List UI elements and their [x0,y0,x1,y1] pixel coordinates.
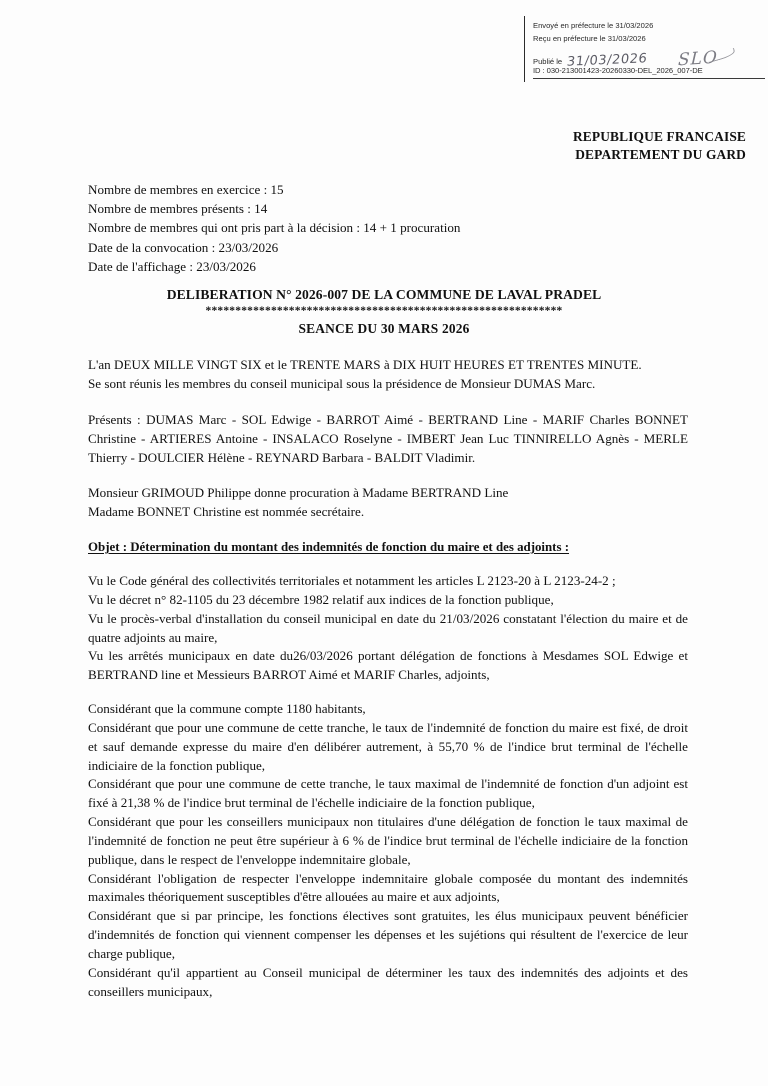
department-line: DEPARTEMENT DU GARD [575,146,746,162]
vu-item: Vu le procès-verbal d'installation du conseil municipal en date du 21/03/2026 constatant l'élection du maire et de quatre adjoints au maire, [88,610,688,645]
considerations-block [88,700,688,1002]
considerant-item: Considérant que pour une commune de cette tranche, le taux de l'indemnité de fonction du maire est fixé, de droit et sauf demande expresse du maire d'en délibérer autrement, à 55,70 % de l'indice brut terminal de l'échelle indiciaire de la fonction publique, [88,719,688,773]
stamp-received-line: Reçu en préfecture le 31/03/2026 [533,33,646,43]
considerant-item: Considérant que la commune compte 1180 habitants, [88,701,366,716]
stamp-document-id: ID : 030-213001423-20260330-DEL_2026_007-DE [533,65,765,80]
prefecture-stamp [524,16,767,82]
intro-opening: L'an DEUX MILLE VINGT SIX et le TRENTE MARS à DIX HUIT HEURES ET TRENTES MINUTE. [88,357,642,372]
considerant-item: Considérant que pour les conseillers municipaux non titulaires d'une délégation de fonction le taux maximal de l'indemnité de fonction ne peut être supérieur à 6 % de l'indice brut terminal de l'échelle indiciaire de la fonction publique, dans le respect de l'enveloppe indemnitaire globale, [88,814,688,867]
session-title: SEANCE DU 30 MARS 2026 [298,321,470,336]
vu-item: Vu le décret n° 82-1105 du 23 décembre 1982 relatif aux indices de la fonction publique, [88,591,554,607]
considerant-item: Considérant qu'il appartient au Conseil municipal de déterminer les taux des indemnités des adjoints et des conseillers municipaux, [88,964,688,999]
republic-line: REPUBLIQUE FRANCAISE [572,129,746,144]
title-separator: ************************************************************ [205,305,563,317]
handwritten-publish-date: 31/03/2026 [566,50,649,70]
vu-item: Vu le Code général des collectivités territoriales et notamment les articles L 2123-20 à L 2123-24-2 ; [88,573,616,588]
handwritten-signature-initials: SLO [678,44,719,73]
legal-references-block [88,572,688,685]
convocation-date: Date de la convocation : 23/03/2026 [88,239,279,255]
attendance-counts [88,180,460,276]
count-members-voting: Nombre de membres qui ont pris part à la décision : 14 + 1 procuration [88,220,461,236]
subject-heading: Objet : Détermination du montant des indemnités de fonction du maire et des adjoints : [88,540,570,554]
considerant-item: Considérant l'obligation de respecter l'enveloppe indemnitaire globale composée du montant des indemnités maximales théoriquement susceptibles d'être allouées au maire et aux adjoints, [88,870,688,905]
intro-block [88,356,688,394]
proxy-line: Monsieur GRIMOUD Philippe donne procuration à Madame BERTRAND Line [88,485,509,500]
secretary-line: Madame BONNET Christine est nommée secrétaire. [88,503,365,519]
count-members-present: Nombre de membres présents : 14 [88,201,268,217]
considerant-item: Considérant que si par principe, les fonctions électives sont gratuites, les élus municipaux peuvent bénéficier d'indemnités de fonction qui viennent compenser les dépenses et les sujétions qui résultent de l'exercice de leur charge publique, [88,908,688,961]
count-members-in-office: Nombre de membres en exercice : 15 [88,182,284,197]
stamp-published-label: Publié le [533,56,563,66]
stamp-sent-line: Envoyé en préfecture le 31/03/2026 [533,21,654,30]
considerant-item: Considérant que pour une commune de cette tranche, le taux maximal de l'indemnité de fonction d'un adjoint est fixé à 21,38 % de l'indice brut terminal de l'échelle indiciaire de la fonction publique, [88,776,688,811]
posting-date: Date de l'affichage : 23/03/2026 [88,258,256,274]
present-members-list: Présents : DUMAS Marc - SOL Edwige - BARROT Aimé - BERTRAND Line - MARIF Charles BONNET Christine - ARTIERES Antoine - INSALACO Roselyne - IMBERT Jean Luc TINNIRELLO Agnès - MERLE Thierry - DOULCIER Hélène - REYNARD Barbara - BALDIT Vladimir. [88,412,688,465]
deliberation-title: DELIBERATION N° 2026-007 DE LA COMMUNE DE LAVAL PRADEL [166,287,602,302]
intro-presidency: Se sont réunis les membres du conseil municipal sous la présidence de Monsieur DUMAS Marc. [88,375,596,391]
vu-item: Vu les arrêtés municipaux en date du26/03/2026 portant délégation de fonctions à Mesdames SOL Edwige et BERTRAND line et Messieurs BARROT Aimé et MARIF Charles, adjoints, [88,648,688,683]
republic-header [0,128,746,163]
proxy-secretary-block [88,484,688,522]
present-members-block [88,411,688,468]
